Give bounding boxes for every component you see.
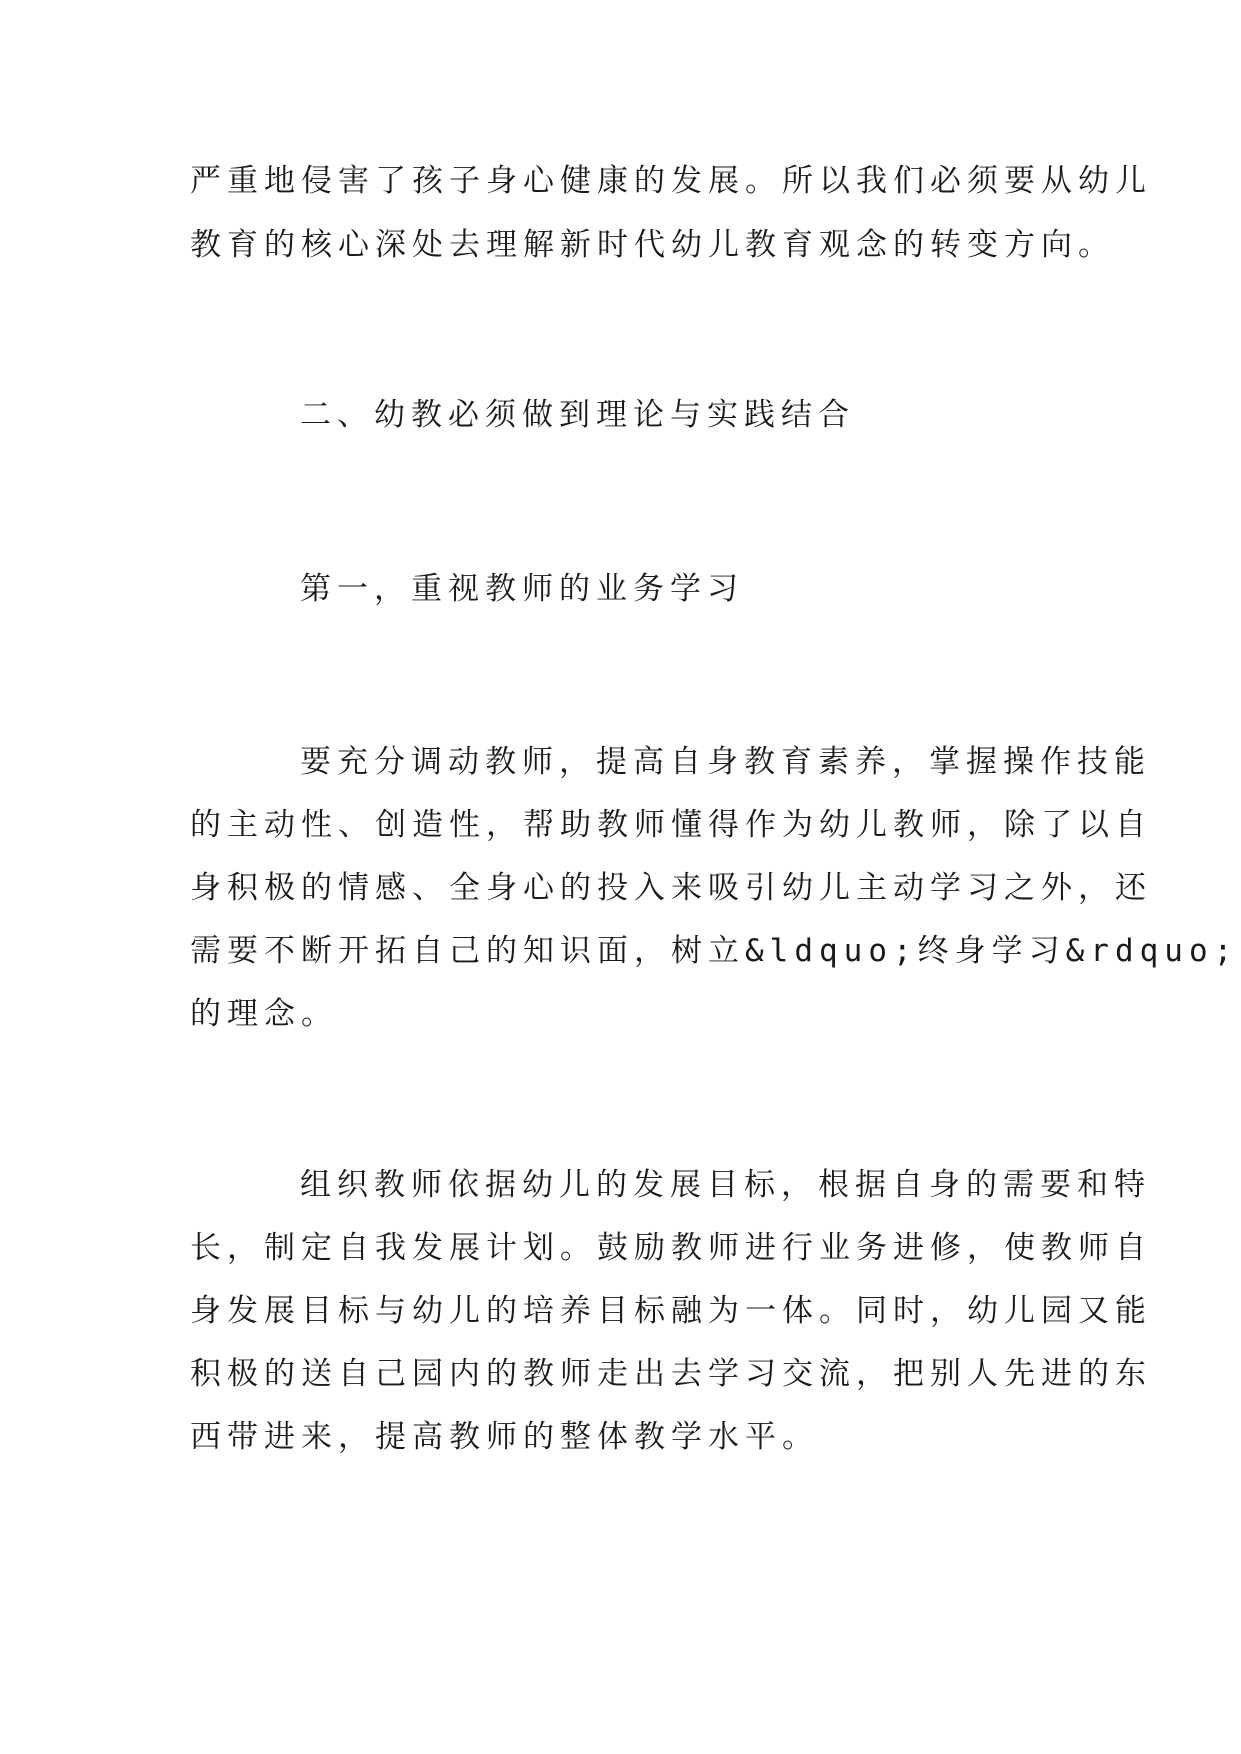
section-heading: 二、幼教必须做到理论与实践结合: [300, 397, 855, 433]
paragraph-1-line-2: 教育的核心深处去理解新时代幼儿教育观念的转变方向。: [190, 227, 1115, 263]
paragraph-3-line-3: 身发展目标与幼儿的培养目标融为一体。同时，幼儿园又能: [190, 1293, 1152, 1329]
paragraph-2-line-1: 要充分调动教师，提高自身教育素养，掌握操作技能: [300, 744, 1151, 780]
paragraph-2-line-4: 需要不断开拓自己的知识面，树立&ldquo;终身学习&rdquo;: [190, 933, 1239, 969]
paragraph-1-line-1: 严重地侵害了孩子身心健康的发展。所以我们必须要从幼儿: [190, 163, 1152, 199]
paragraph-3-line-5: 西带进来，提高教师的整体教学水平。: [190, 1419, 819, 1455]
paragraph-2-line-5: 的理念。: [190, 996, 338, 1032]
paragraph-2-line-2: 的主动性、创造性，帮助教师懂得作为幼儿教师，除了以自: [190, 807, 1152, 843]
paragraph-2-line-3: 身积极的情感、全身心的投入来吸引幼儿主动学习之外，还: [190, 870, 1152, 906]
paragraph-3-line-1: 组织教师依据幼儿的发展目标，根据自身的需要和特: [300, 1167, 1151, 1203]
paragraph-3-line-4: 积极的送自己园内的教师走出去学习交流，把别人先进的东: [190, 1356, 1152, 1392]
paragraph-3-line-2: 长，制定自我发展计划。鼓励教师进行业务进修，使教师自: [190, 1230, 1152, 1266]
subsection-heading: 第一，重视教师的业务学习: [300, 571, 744, 607]
